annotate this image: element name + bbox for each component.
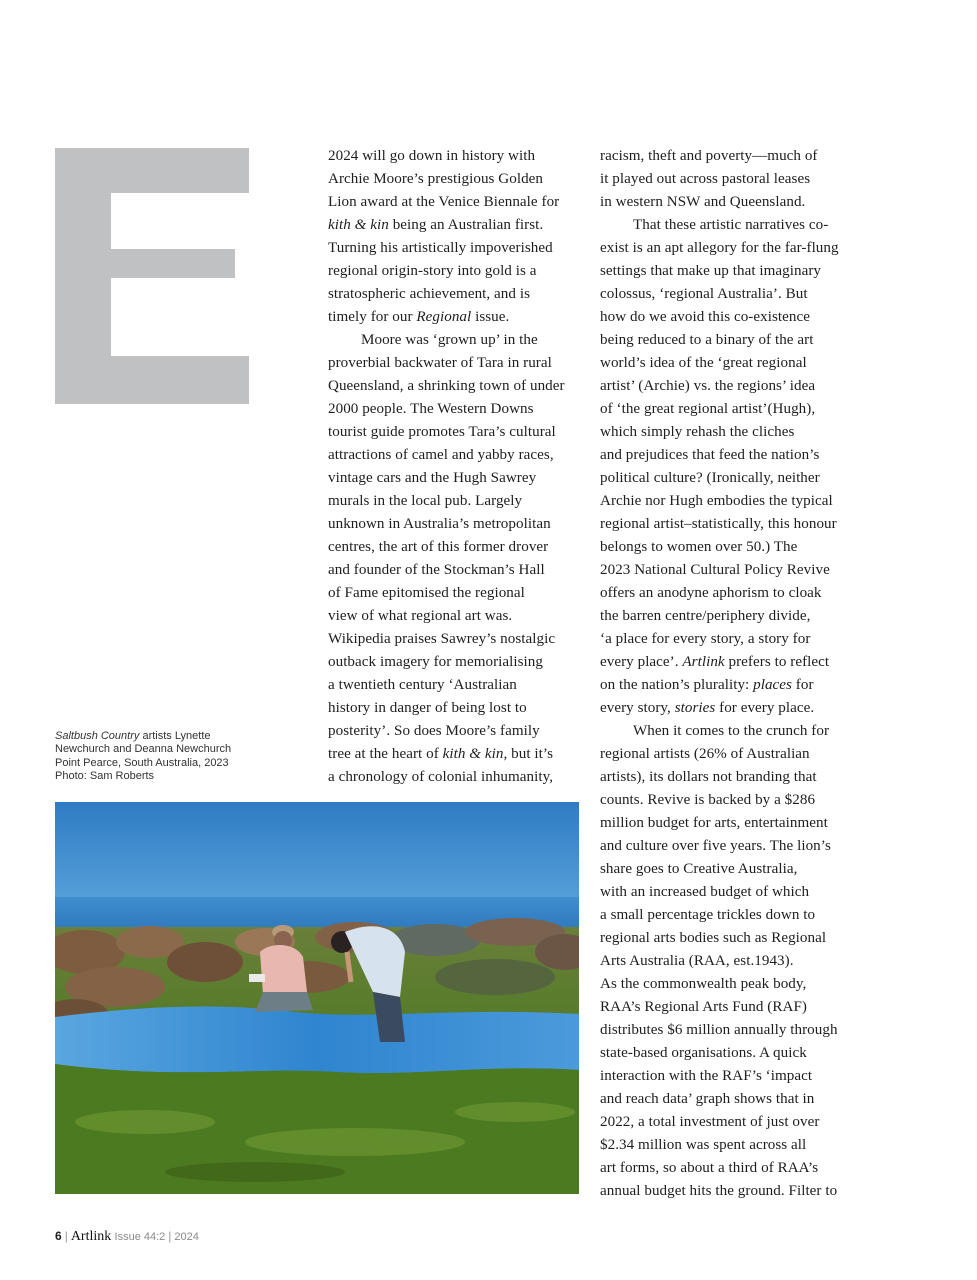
caption-line: Point Pearce, South Australia, 2023 bbox=[55, 756, 229, 769]
text-line: and reach data’ graph shows that in bbox=[600, 1091, 815, 1107]
text-line: which simply rehash the cliches bbox=[600, 424, 795, 440]
text-line: regional artists (26% of Australian bbox=[600, 746, 810, 762]
text-line: in western NSW and Queensland. bbox=[600, 194, 806, 210]
text-line: Archie nor Hugh embodies the typical bbox=[600, 493, 833, 509]
article-photo bbox=[55, 802, 579, 1194]
caption-credit: Photo: Sam Roberts bbox=[55, 770, 155, 783]
photo-sky bbox=[55, 802, 579, 912]
text-line: RAA’s Regional Arts Fund (RAF) bbox=[600, 999, 807, 1015]
drop-cap-letter bbox=[55, 148, 249, 404]
text-line: attractions of camel and yabby races, bbox=[328, 447, 554, 463]
text-line: When it comes to the crunch for bbox=[633, 723, 830, 739]
text-line: million budget for arts, entertainment bbox=[600, 815, 828, 831]
text-segment: issue. bbox=[471, 309, 510, 325]
text-line: racism, theft and poverty—much of bbox=[600, 148, 818, 164]
italic-phrase: kith & kin bbox=[442, 746, 504, 762]
caption-line bbox=[55, 730, 285, 743]
text-line: murals in the local pub. Largely bbox=[328, 493, 523, 509]
text-line: centres, the art of this former drover bbox=[328, 539, 549, 555]
caption-artwork-title: Saltbush Country bbox=[55, 730, 140, 742]
text-line: and founder of the Stockman’s Hall bbox=[328, 562, 545, 578]
text-line: how do we avoid this co-existence bbox=[600, 309, 810, 325]
text-line: Wikipedia praises Sawrey’s nostalgic bbox=[328, 631, 556, 647]
text-line: history in danger of being lost to bbox=[328, 700, 527, 716]
drop-cap-shape bbox=[55, 148, 249, 404]
text-line: a twentieth century ‘Australian bbox=[328, 677, 517, 693]
text-line: of Fame epitomised the regional bbox=[328, 585, 525, 601]
italic-phrase: stories bbox=[674, 700, 716, 716]
text-line: and culture over five years. The lion’s bbox=[600, 838, 831, 854]
text-segment: , but it’s bbox=[503, 746, 554, 762]
text-line: with an increased budget of which bbox=[600, 884, 810, 900]
text-segment: every story, bbox=[600, 700, 675, 716]
page-number: 6 bbox=[55, 1229, 62, 1243]
text-line: settings that make up that imaginary bbox=[600, 263, 822, 279]
text-line bbox=[328, 743, 590, 766]
italic-phrase: Regional bbox=[416, 309, 472, 325]
issue-label: Issue 44:2 bbox=[114, 1231, 166, 1243]
italic-phrase: kith & kin bbox=[328, 217, 389, 233]
text-line: exist is an apt allegory for the far-flung bbox=[600, 240, 839, 256]
footer-separator: | bbox=[64, 1229, 68, 1243]
text-line: $2.34 million was spent across all bbox=[600, 1137, 807, 1153]
text-segment: on the nation’s plurality: bbox=[600, 677, 754, 693]
text-segment: tree at the heart of bbox=[328, 746, 443, 762]
text-line: posterity’. So does Moore’s family bbox=[328, 723, 540, 739]
text-line: ‘a place for every story, a story for bbox=[600, 631, 811, 647]
text-line: political culture? (Ironically, neither bbox=[600, 470, 820, 486]
text-segment: every place’. bbox=[600, 654, 683, 670]
article-column-1 bbox=[328, 145, 590, 789]
photo-caption bbox=[55, 730, 285, 784]
text-line bbox=[600, 651, 862, 674]
text-line: That these artistic narratives co- bbox=[633, 217, 829, 233]
text-line: a chronology of colonial inhumanity, bbox=[328, 769, 554, 785]
text-line: artists), its dollars not branding that bbox=[600, 769, 817, 785]
text-line: annual budget hits the ground. Filter to bbox=[600, 1183, 838, 1199]
text-line: and prejudices that feed the nation’s bbox=[600, 447, 820, 463]
text-line: artist’ (Archie) vs. the regions’ idea bbox=[600, 378, 816, 394]
text-line: Turning his artistically impoverished bbox=[328, 240, 553, 256]
text-line bbox=[328, 214, 590, 237]
text-segment: prefers to reflect bbox=[724, 654, 830, 670]
text-line: colossus, ‘regional Australia’. But bbox=[600, 286, 808, 302]
drop-cap-glyph bbox=[55, 148, 249, 404]
text-line: a small percentage trickles down to bbox=[600, 907, 816, 923]
text-line: Moore was ‘grown up’ in the bbox=[361, 332, 538, 348]
text-line: regional origin-story into gold is a bbox=[328, 263, 537, 279]
text-line: vintage cars and the Hugh Sawrey bbox=[328, 470, 537, 486]
text-line: regional artist–statistically, this honour bbox=[600, 516, 837, 532]
text-line: world’s idea of the ‘great regional bbox=[600, 355, 807, 371]
text-line: As the commonwealth peak body, bbox=[600, 976, 807, 992]
text-line: 2023 National Cultural Policy Revive bbox=[600, 562, 830, 578]
text-line: Archie Moore’s prestigious Golden bbox=[328, 171, 544, 187]
text-line: offers an anodyne aphorism to cloak bbox=[600, 585, 822, 601]
text-line: of ‘the great regional artist’(Hugh), bbox=[600, 401, 816, 417]
issue-year: 2024 bbox=[174, 1231, 199, 1243]
photo-illustration bbox=[55, 802, 579, 1194]
text-line: view of what regional art was. bbox=[328, 608, 513, 624]
text-line: art forms, so about a third of RAA’s bbox=[600, 1160, 819, 1176]
text-line: stratospheric achievement, and is bbox=[328, 286, 530, 302]
text-line: 2022, a total investment of just over bbox=[600, 1114, 820, 1130]
text-line: Arts Australia (RAA, est.1943). bbox=[600, 953, 794, 969]
page-footer bbox=[55, 1228, 199, 1245]
text-line: belongs to women over 50.) The bbox=[600, 539, 798, 555]
text-segment: being an Australian first. bbox=[388, 217, 544, 233]
magazine-name: Artlink bbox=[70, 1229, 112, 1244]
text-line: tourist guide promotes Tara’s cultural bbox=[328, 424, 556, 440]
text-segment: for every place. bbox=[715, 700, 815, 716]
italic-phrase: places bbox=[753, 677, 792, 693]
photo-tide-pool bbox=[55, 1007, 579, 1074]
text-line: being reduced to a binary of the art bbox=[600, 332, 814, 348]
text-line bbox=[600, 674, 862, 697]
text-line bbox=[600, 697, 862, 720]
footer-separator: | bbox=[168, 1229, 172, 1243]
caption-text: artists Lynette bbox=[139, 730, 211, 742]
text-line: 2024 will go down in history with bbox=[328, 148, 536, 164]
text-line: unknown in Australia’s metropolitan bbox=[328, 516, 551, 532]
text-line: the barren centre/periphery divide, bbox=[600, 608, 811, 624]
text-segment: timely for our bbox=[328, 309, 417, 325]
text-line: interaction with the RAF’s ‘impact bbox=[600, 1068, 813, 1084]
text-line bbox=[328, 306, 590, 329]
text-line: share goes to Creative Australia, bbox=[600, 861, 798, 877]
text-line: state-based organisations. A quick bbox=[600, 1045, 807, 1061]
caption-line: Newchurch and Deanna Newchurch bbox=[55, 743, 232, 756]
article-column-2 bbox=[600, 145, 862, 1203]
text-line: outback imagery for memorialising bbox=[328, 654, 543, 670]
text-line: distributes $6 million annually through bbox=[600, 1022, 838, 1038]
text-segment: for bbox=[791, 677, 814, 693]
text-line: it played out across pastoral leases bbox=[600, 171, 811, 187]
text-line: Queensland, a shrinking town of under bbox=[328, 378, 565, 394]
text-line: regional arts bodies such as Regional bbox=[600, 930, 827, 946]
text-line: counts. Revive is backed by a $286 bbox=[600, 792, 816, 808]
text-line: 2000 people. The Western Downs bbox=[328, 401, 534, 417]
text-line: Lion award at the Venice Biennale for bbox=[328, 194, 560, 210]
italic-phrase: Artlink bbox=[682, 654, 725, 670]
text-line: proverbial backwater of Tara in rural bbox=[328, 355, 552, 371]
